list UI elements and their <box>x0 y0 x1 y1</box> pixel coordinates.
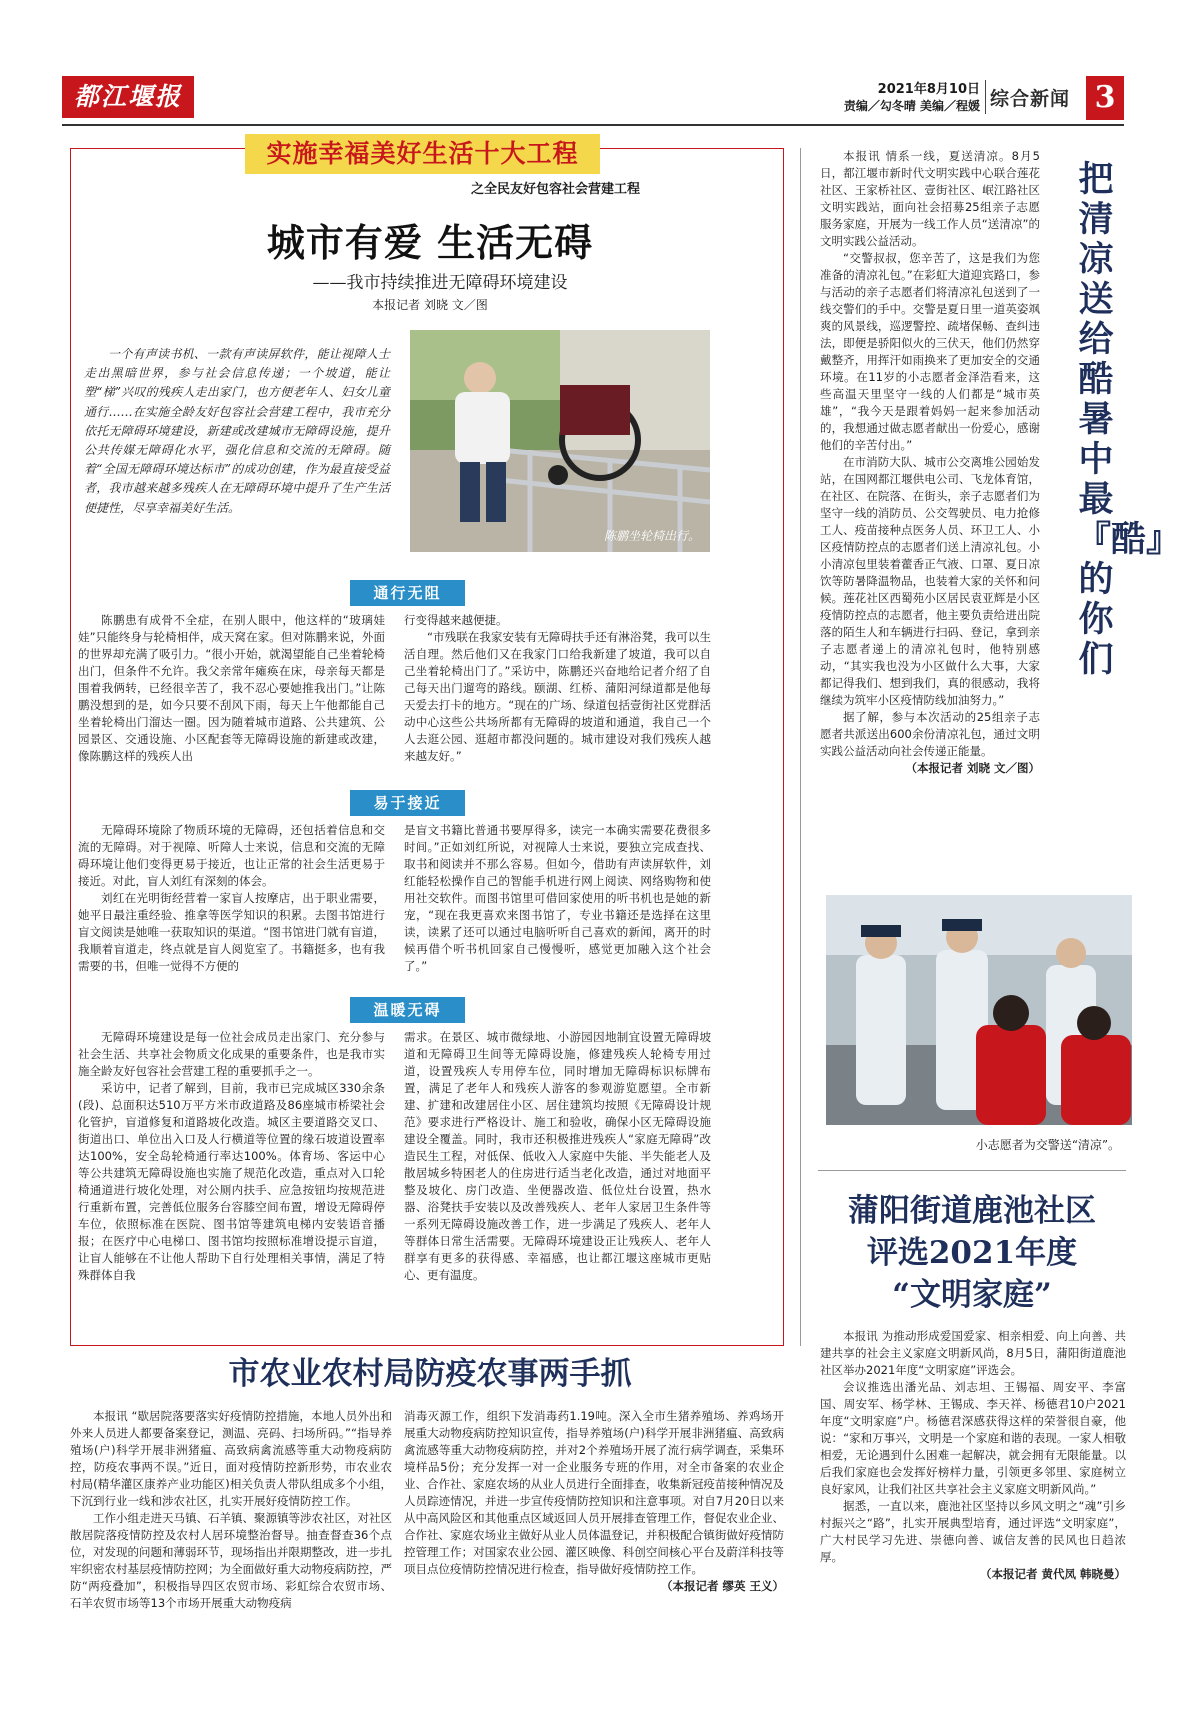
paragraph: 工作小组走进天马镇、石羊镇、聚源镇等涉农社区，对社区散居院落疫情防控及农村人居环境整治督导。抽查督查36个点位，对发现的问题和薄弱环节，现场指出并限期整改，进一步扎牢织密农村基层疫情防控网；为全面做好重大动物疫病防控，严防“两疫叠加”，积极指导四区农贸市场、彩虹综合农贸市场、石羊农贸市场等13个市场开展重大动物疫病 <box>70 1511 392 1610</box>
agri-article-byline: （本报记者 缪英 王义） <box>660 1579 784 1593</box>
paragraph: 本报讯 “歇居院落要落实好疫情防控措施，本地人员外出和外来人员进人都要备案登记，测温、亮码、扫场所码。”“指导养殖场(户)科学开展非洲猪瘟、高致病禽流感等重大动物疫病防控，防疫农事两不误。”近日，面对疫情防控新形势，市农业农村局(精华灌区康养产业功能区)相关负责人带队组成多个小组，下沉到行业一线和涉农社区，扎实开展好疫情防控工作。 <box>70 1409 392 1508</box>
volunteers-photo <box>826 895 1132 1125</box>
feature-headline: 城市有爱 生活无碍 <box>266 221 594 265</box>
feature-byline: 本报记者 刘晓 文／图 <box>372 298 488 312</box>
paragraph: 会议推选出潘光品、刘志坦、王锡福、周安平、李富国、周安军、杨学林、王锡成、李天祥、杨德君10户2021年度“文明家庭”户。杨德君深感获得这样的荣誉很自豪，他说：“家和万事兴，文明是一个家庭和谐的表现。一家人相敬相爱，无论遇到什么困难一起解决，就会拥有无限能量。以后我们家庭也会发挥好榜样力量，引领更多邻里、家庭树立良好家风，让我们社区共享社会主义家庭文明新风尚。” <box>820 1380 1126 1496</box>
pengyang-article-byline: （本报记者 黄代凤 韩晓曼） <box>979 1567 1126 1581</box>
paragraph: 行变得越来越便捷。 <box>404 613 508 627</box>
section-heading-passage: 通行无阻 <box>350 580 465 606</box>
feature-lead: 一个有声读书机、一款有声读屏软件，能让视障人士走出黑暗世界，参与社会信息传递；一个坡道，能让塑“梯”兴叹的残疾人走出家门，也方便老年人、妇女儿童通行……在实施全龄友好包容社会营建工程中，我市充分依托无障碍环境建设，新建或改建城市无障碍设施，提升公共传媒无障碍化水平，强化信息和交流的无障碍。随着“全国无障碍环境达标市”的成功创建，作为最直接受益者，我市越来越多残疾人在无障碍环境中提升了生产生活便捷性，尽享幸福美好生活。 <box>84 347 390 515</box>
volunteers-photo-illustration <box>826 895 1132 1125</box>
series-subtitle: 之全民友好包容社会营建工程 <box>470 182 640 197</box>
newspaper-logo: 都江堰报 <box>62 76 194 118</box>
section-name: 综合新闻 <box>990 88 1071 110</box>
pengyang-headline <box>818 1190 1126 1316</box>
editors-credit: 责编／勾冬晴 美编／程媛 <box>843 99 980 113</box>
issue-date: 2021年8月10日 <box>877 82 980 97</box>
page-number-badge: 3 <box>1086 76 1124 120</box>
agri-headline: 市农业农村局防疫农事两手抓 <box>228 1356 632 1392</box>
paragraph: “交警叔叔，您辛苦了，这是我们为您准备的清凉礼包。”在彩虹大道迎宾路口，参与活动的亲子志愿者们将清凉礼包送到了一线交警们的手中。交警是夏日里一道英姿飒爽的风景线，巡逻警控、疏堵保畅、查纠违法，即便是骄阳似火的三伏天，他们仍然穿戴整齐，用挥汗如雨换来了更加安全的交通环境。在11岁的小志愿者金泽浩看来，这些高温天里坚守一线的人们都是“城市英雄”，“我今天是跟着妈妈一起来参加活动的，我想通过做志愿者献出一份爱心，感谢他们的辛苦付出。” <box>820 251 1040 452</box>
wheelchair-photo-illustration <box>410 330 710 552</box>
paragraph: 采访中，记者了解到，目前，我市已完成城区330余条(段)、总面积达510万平方米市政道路及86座城市桥梁社会化管护，盲道修复和道路坡化改造。城区主要道路交叉口、街道出口、单位出入口及人行横道等位置的缘石坡道设置率达100%，安全岛轮椅通行率达100%。体育场、客运中心等公共建筑无障碍设施也实施了规范化改造，重点对入口轮椅通道进行坡化处理，对公厕内扶手、应急按钮均按规范进行重新布置，完善低位服务台容膝空间布置，增设无障碍停车位，依照标准在医院、图书馆等建筑电梯内安装语音播报；在医疗中心电梯口、图书馆均按照标准增设提示盲道，让盲人能够在不让他人帮助下自行处理相关事情，满足了特殊群体自我 <box>78 1081 385 1282</box>
cooling-article-body <box>820 148 1040 777</box>
section-heading-warmth: 温暖无碍 <box>350 997 465 1023</box>
paragraph: 需求。在景区、城市微绿地、小游园因地制宜设置无障碍坡道和无障碍卫生间等无障碍设施，修建残疾人轮椅专用过道，设置残疾人专用停车位，同时增加无障碍标识标牌布置，满足了老年人和残疾人游客的参观游览愿望。全市新建、扩建和改建居住小区、居住建筑均按照《无障碍设计规范》要求进行严格设计、施工和验收，确保小区无障碍设施建设全覆盖。同时，我市还积极推进残疾人“家庭无障碍”改造民生工程，对低保、低收入人家庭中失能、半失能老人及散居城乡特困老人的住房进行适当老化改造，通过对地面平整及坡化、房门改造、坐便器改造、低位灶台设置，热水器、浴凳扶手安装以及改善残疾人、老年人家居卫生条件等一系列无障碍设施改善工作，进一步满足了残疾人、老年人等群体日常生活需要。无障碍环境建设正让残疾人、老年人群享有更多的获得感、幸福感，也让都江堰这座城市更贴心、更有温度。 <box>404 1030 711 1282</box>
paragraph: 无障碍环境建设是每一位社会成员走出家门、充分参与社会生活、共享社会物质文化成果的重要条件，也是我市实施全龄友好包容社会营建工程的重要抓手之一。 <box>78 1030 385 1078</box>
paragraph: 据了解，参与本次活动的25组亲子志愿者共派送出600余份清凉礼包，通过文明实践公益活动向社会传递正能量。 <box>820 710 1040 758</box>
wheelchair-photo <box>410 330 710 552</box>
section-3-left-column <box>78 1029 385 1284</box>
section-2-right-column <box>404 822 711 975</box>
paragraph: 据悉，一直以来，鹿池社区坚持以乡风文明之“魂”引乡村振兴之“路”，扎实开展典型培育，通过评选“文明家庭”，广大村民学习先进、崇德向善、诚信友善的民风也日趋浓厚。 <box>820 1499 1126 1564</box>
section-1-right-column <box>404 612 711 765</box>
section-heading-approach: 易于接近 <box>350 790 465 816</box>
pengyang-article-body <box>820 1328 1126 1583</box>
series-banner: 实施幸福美好生活十大工程 <box>245 134 600 174</box>
paragraph: 无障碍环境除了物质环境的无障碍，还包括着信息和交流的无障碍。对于视障、听障人士来说，信息和交流的无障碍环境让他们变得更易于接近，也让正常的社会生活更易于接近。对此，盲人刘红有深刻的体会。 <box>78 823 385 888</box>
column-divider <box>800 148 801 1346</box>
paragraph: 刘红在光明街经营着一家盲人按摩店，出于职业需要，她平日最注重经验、推拿等医学知识的积累。去图书馆进行盲文阅读是她唯一获取知识的渠道。“图书馆进门就有盲道，我顺着盲道走，终点就是盲人阅览室了。书籍挺多，也有我需要的书，但唯一觉得不方便的 <box>78 891 385 973</box>
pengyang-headline-line-1: 蒲阳街道鹿池社区 <box>848 1193 1096 1229</box>
paragraph: 陈鹏患有成骨不全症，在别人眼中，他这样的“玻璃娃娃”只能终身与轮椅相伴，成天窝在家。但对陈鹏来说，外面的世界却充满了吸引力。“很小开始，就渴望能自己坐着轮椅出门，但条件不允许。我父亲常年瘫痪在床，母亲每天都是围着我俩转，已经很辛苦了，我不忍心要她推我出门。”让陈鹏没想到的是，如今只要不刮风下雨，每天上午他都能自己坐着轮椅出门溜达一圈。因为随着城市道路、公共建筑、公园景区、交通设施、小区配套等无障碍设施的新建或改建，像陈鹏这样的残疾人出 <box>78 613 385 763</box>
paragraph: 本报讯 为推动形成爱国爱家、相亲相爱、向上向善、共建共享的社会主义家庭文明新风尚，8月5日，蒲阳街道鹿池社区举办2021年度“文明家庭”评选会。 <box>820 1329 1126 1377</box>
right-column-divider <box>818 1170 1126 1171</box>
wheelchair-photo-caption: 陈鹏坐轮椅出行。 <box>603 529 700 543</box>
pengyang-headline-line-3: “文明家庭” <box>892 1277 1052 1313</box>
agri-right-column <box>404 1408 784 1595</box>
paragraph: 是盲文书籍比普通书要厚得多，读完一本确实需要花费很多时间。”正如刘红所说，对视障人士来说，要独立完成查找、取书和阅读并不那么容易。但如今，借助有声读屏软件，刘红能轻松操作自己的智能手机进行网上阅读、网络购物和使用社交软件。而图书馆里可借回家使用的听书机也是她的新宠，“现在我更喜欢来图书馆了，专业书籍还是选择在这里读，读累了还可以通过电脑听听自己喜欢的新闻，离开的时候再借个听书机回家自己慢慢听，感觉更加融入这个社会了。” <box>404 823 711 973</box>
section-2-left-column <box>78 822 385 975</box>
paragraph: “市残联在我家安装有无障碍扶手还有淋浴凳，我可以生活自理。然后他们又在我家门口给我新建了坡道，我可以自己坐着轮椅出门了。”采访中，陈鹏还兴奋地给记者介绍了自己每天出门遛弯的路线。颐湖、红桥、蒲阳河绿道都是他每天爱去打卡的地方。“现在的广场、绿道包括壹街社区党群活动中心这些公共场所都有无障碍的坡道和通道，我自己一个人去逛公园、逛超市都没问题的。城市建设对我们残疾人越来越友好。” <box>404 630 711 763</box>
section-3-right-column <box>404 1029 711 1284</box>
cooling-article-headline: 把清凉送给酷暑中最『酷』的你们 <box>1076 159 1182 680</box>
section-1-left-column <box>78 612 385 765</box>
feature-subheadline: ——我市持续推进无障碍环境建设 <box>312 273 568 293</box>
paragraph: 本报讯 情系一线，夏送清凉。8月5日，都江堰市新时代文明实践中心联合莲花社区、王家桥社区、壹街社区、岷江路社区文明实践站，面向社会招募25组亲子志愿服务家庭，开展为一线工作人员“送清凉”的文明实践公益活动。 <box>820 149 1040 248</box>
cooling-article-byline: （本报记者 刘晓 文／图） <box>905 761 1040 775</box>
masthead-rule <box>62 124 1124 126</box>
masthead-divider <box>985 80 986 114</box>
masthead <box>0 0 1200 120</box>
pengyang-headline-line-2: 评选2021年度 <box>866 1235 1078 1271</box>
paragraph: 在市消防大队、城市公交离堆公园始发站，在国网都江堰供电公司、飞龙体育馆，在社区、在院落、在街头，亲子志愿者们为坚守一线的消防员、公交驾驶员、电力抢修工人、疫苗接种点医务人员、环卫工人、小区疫情防控点的志愿者们送上清凉礼包。小小清凉包里装着藿香正气液、口罩、夏日凉饮等防暑降温物品，也装着大家的关怀和问候。莲花社区西蜀苑小区居民袁亚辉是小区疫情防控点的志愿者，他主要负责给进出院落的陌生人和车辆进行扫码、登记，拿到亲子志愿者递上的清凉礼包时，他特别感动，“其实我也没为小区做什么大事，大家都记得我们、想到我们，真的很感动，我将继续为筑牢小区疫情防线加油努力。” <box>820 455 1040 707</box>
volunteers-photo-caption: 小志愿者为交警送“清凉”。 <box>975 1138 1120 1152</box>
agri-left-column <box>70 1408 392 1612</box>
paragraph: 消毒灭源工作，组织下发消毒药1.19吨。深入全市生猪养殖场、养鸡场开展重大动物疫病防控知识宣传，指导养殖场(户)科学开展非洲猪瘟、高致病禽流感等重大动物疫病防控，并对2个养殖场开展了流行病学调查，采集环境样品5份；充分发挥一对一企业服务专班的作用，对全市备案的农业企业、合作社、家庭农场的从业人员进行全面排查，收集新冠疫苗接种情况及人员踪迹情况，并进一步宣传疫情防控知识和注意事项。对自7月20日以来从中高风险区和其他重点区域返回人员开展排查管理工作，督促农业企业、合作社、家庭农场业主做好从业人员体温登记，并积极配合镇街做好疫情防控管理工作；对国家农业公园、灌区映像、科创空间核心平台及蔚洋科技等项目点位疫情防控情况进行检查，指导做好疫情防控工作。 <box>404 1409 784 1576</box>
